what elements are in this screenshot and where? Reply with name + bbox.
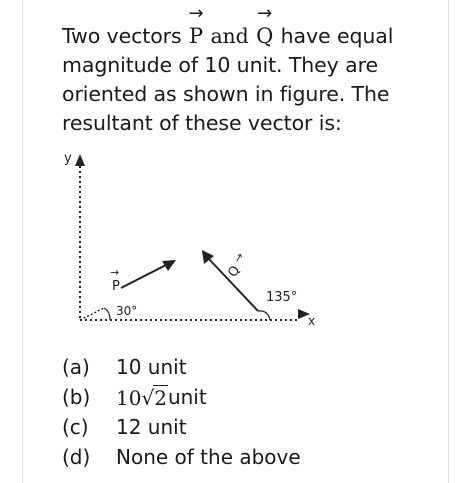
- option-label: (a): [62, 355, 90, 379]
- option-unit: unit: [167, 385, 207, 409]
- question-line-3: oriented as shown in figure. The: [62, 82, 390, 106]
- option-label: (d): [62, 445, 91, 469]
- vector-q-label-arrow-icon: →: [230, 250, 247, 265]
- vector-p-label-arrow-icon: →: [110, 266, 120, 279]
- option-label: (b): [62, 385, 91, 409]
- vector-p-label: P: [112, 279, 120, 294]
- vector-arrow-icon: →: [188, 3, 204, 24]
- angle-q-label: 135°: [266, 290, 298, 305]
- sqrt-sign: √: [141, 385, 155, 410]
- option-a[interactable]: [62, 352, 301, 382]
- angle-135-arc: [258, 311, 270, 320]
- origin-hint-line: [80, 308, 104, 320]
- option-b-math: 10√2: [116, 385, 167, 410]
- vector-q-label: Q: [225, 263, 244, 280]
- option-text: 10 unit: [116, 355, 187, 379]
- option-d[interactable]: [62, 442, 301, 472]
- question-line-4: resultant of these vector is:: [62, 111, 342, 135]
- vector-p-symbol: → P: [188, 3, 204, 48]
- question-line-1: Two vectors → P and → Q have equal: [62, 22, 444, 51]
- option-c[interactable]: [62, 412, 301, 442]
- option-label: (c): [62, 415, 89, 439]
- card-border-right: [448, 0, 449, 483]
- question-text: [62, 3, 444, 138]
- vector-arrow-icon: →: [257, 3, 273, 24]
- answer-options: [62, 352, 301, 472]
- question-line-2: magnitude of 10 unit. They are: [62, 53, 378, 77]
- x-axis-label: x: [308, 314, 316, 328]
- y-axis-arrowhead: [75, 154, 85, 166]
- card-border-left: [22, 0, 23, 483]
- angle-p-label: 30°: [116, 304, 138, 318]
- y-axis-label: y: [64, 151, 72, 166]
- option-b[interactable]: [62, 382, 301, 412]
- vector-p-arrow: [121, 265, 166, 288]
- angle-30-arc: [104, 308, 110, 320]
- vector-q-symbol: → Q: [256, 3, 274, 48]
- option-text: 12 unit: [116, 415, 187, 439]
- vector-diagram: [58, 146, 338, 336]
- option-text: None of the above: [116, 445, 301, 469]
